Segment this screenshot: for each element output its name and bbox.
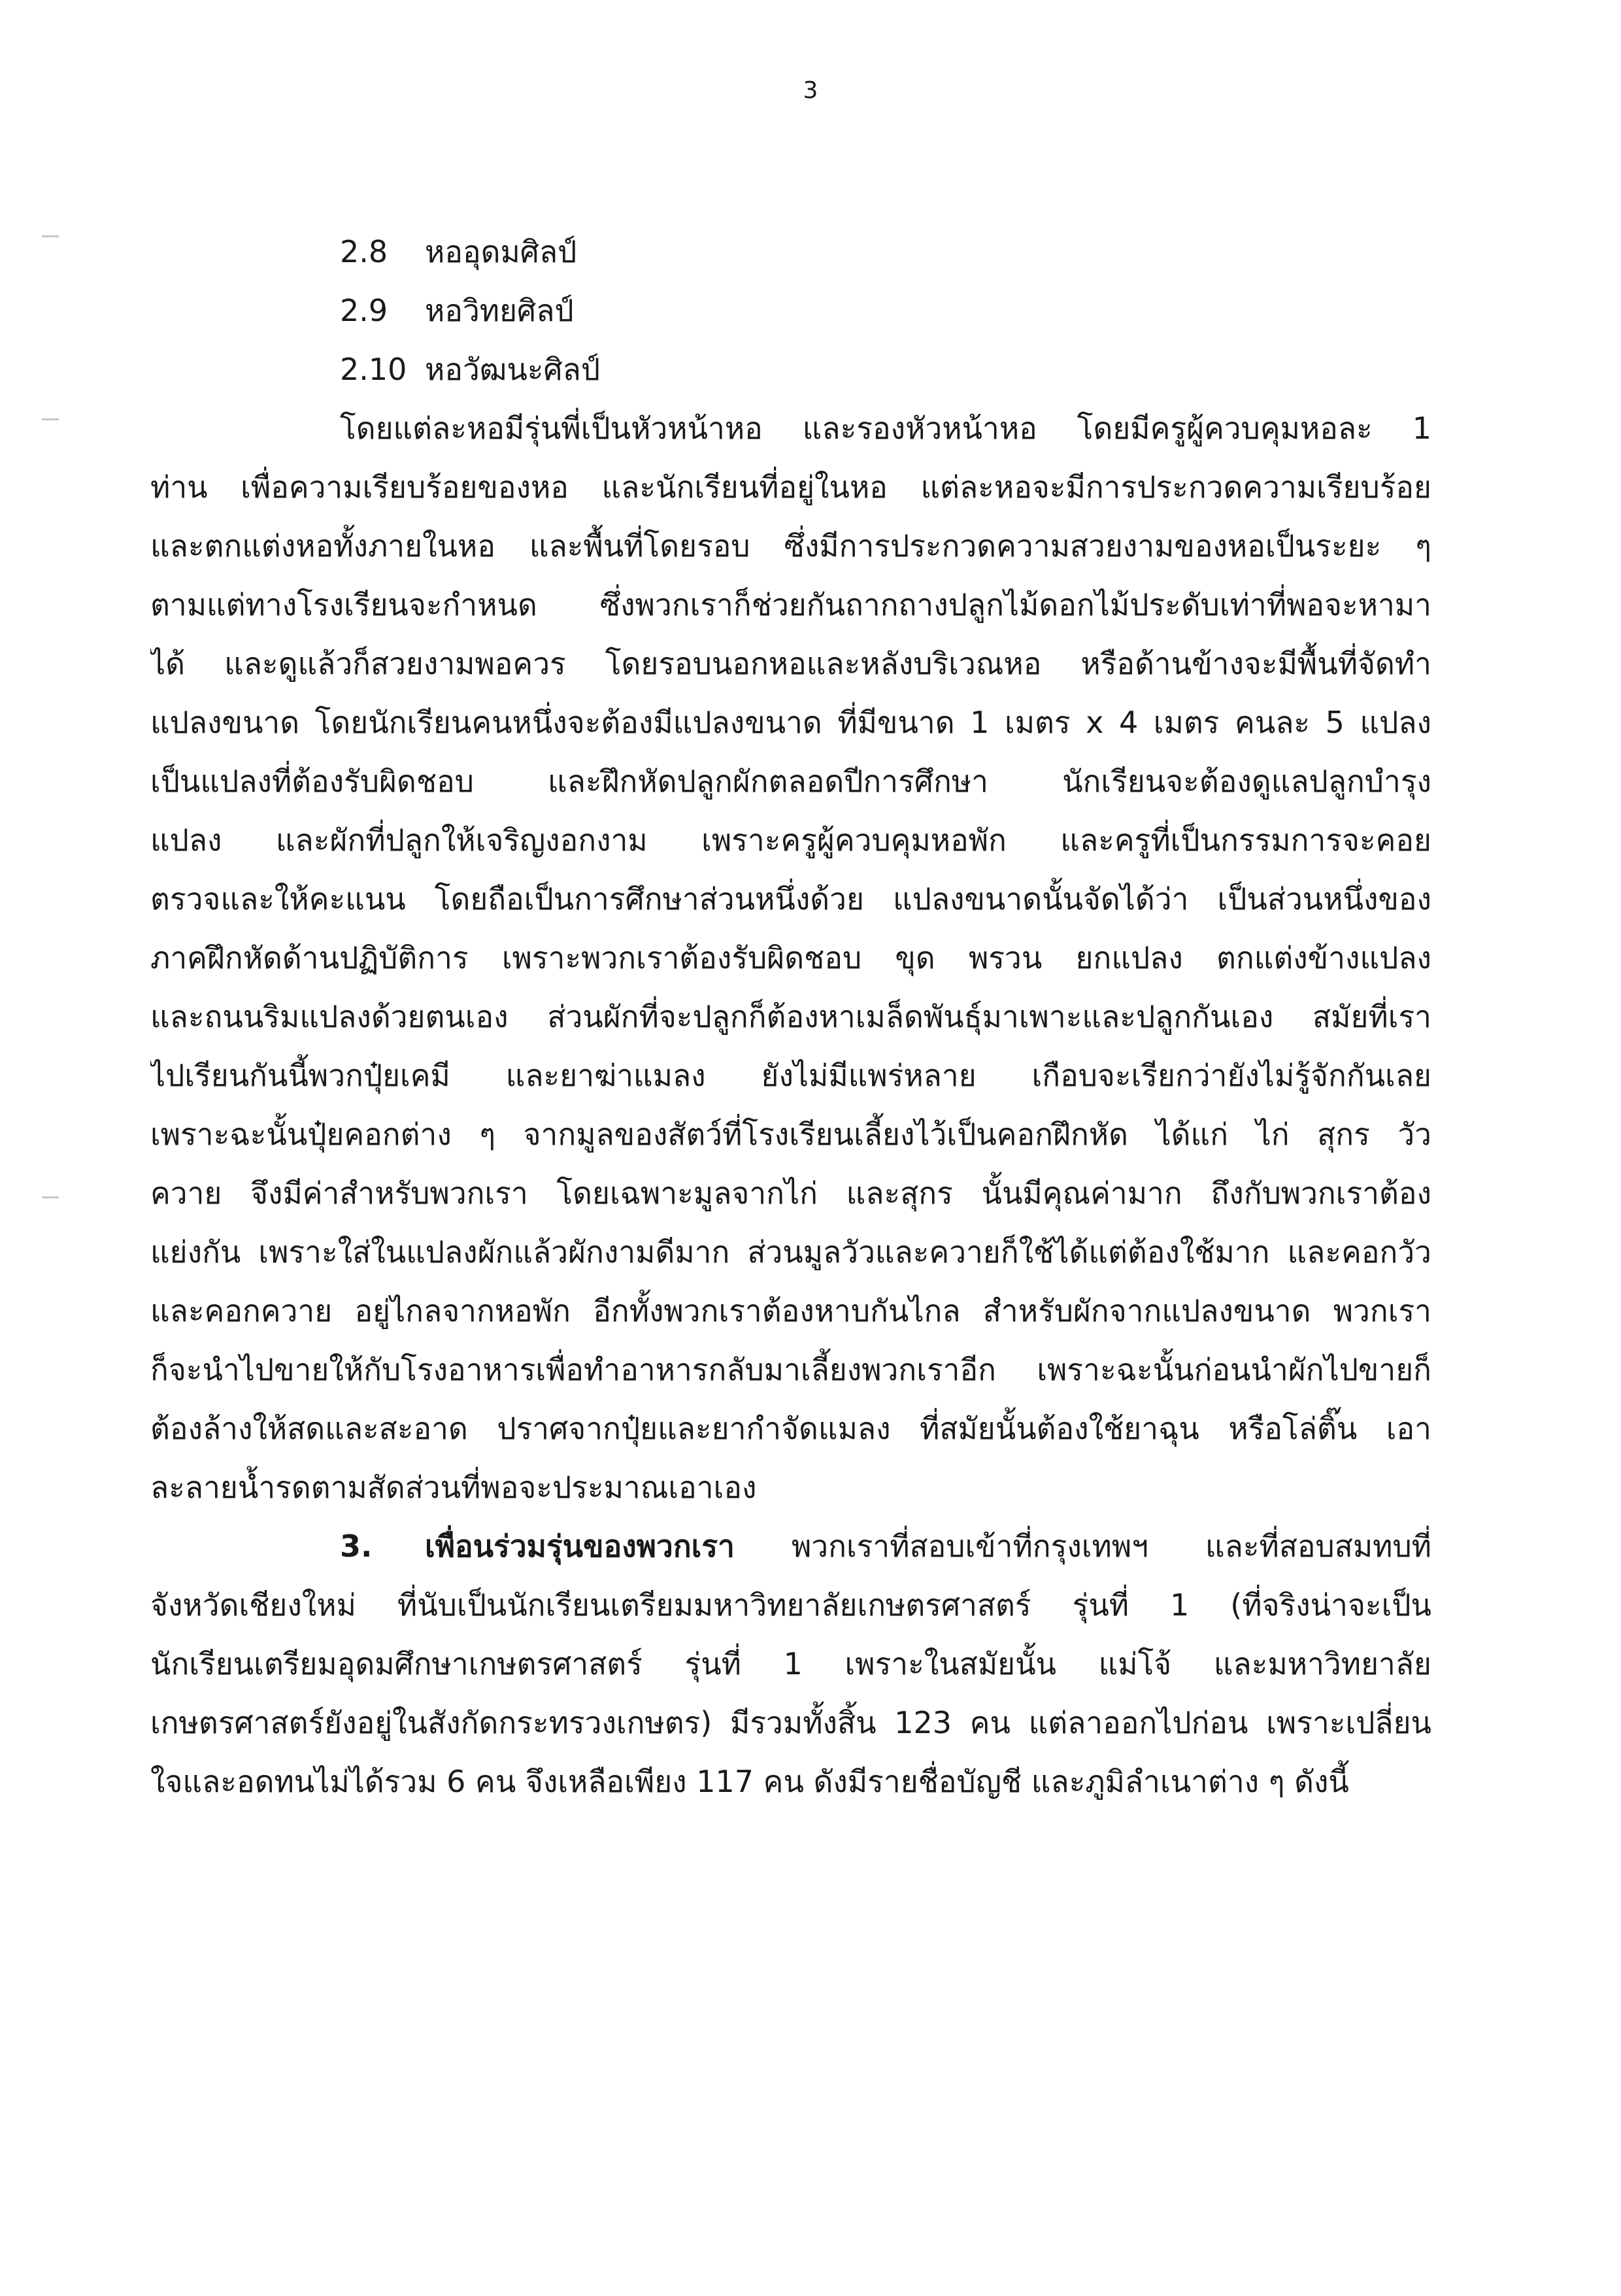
paragraph-line: แย่งกัน เพราะใส่ในแปลงผักแล้วผักงามดีมาก ส่วนมูลวัวและควายก็ใช้ได้แต่ต้องใช้มาก และคอกวัว: [150, 1234, 1431, 1270]
scan-mark: [42, 235, 59, 237]
section-3: [150, 1517, 1431, 1811]
paragraph-line: ไปเรียนกันนี้พวกปุ๋ยเคมี และยาฆ่าแมลง ยังไม่มีแพร่หลาย เกือบจะเรียกว่ายังไม่รู้จักกันเลย: [150, 1058, 1431, 1093]
paragraph-line: และตกแต่งหอทั้งภายในหอ และพื้นที่โดยรอบ ซึ่งมีการประกวดความสวยงามของหอเป็นระยะ ๆ: [150, 528, 1431, 564]
paragraph-line: และถนนริมแปลงด้วยตนเอง ส่วนผักที่จะปลูกก็ต้องหาเมล็ดพันธุ์มาเพาะและปลูกกันเอง สมัยที่เรา: [150, 999, 1431, 1034]
section-number: 3.: [340, 1528, 373, 1564]
paragraph-line: แปลงขนาด โดยนักเรียนคนหนึ่งจะต้องมีแปลงขนาด ที่มีขนาด 1 เมตร x 4 เมตร คนละ 5 แปลง: [150, 705, 1431, 740]
paragraph-line: เพราะฉะนั้นปุ๋ยคอกต่าง ๆ จากมูลของสัตว์ที่โรงเรียนเลี้ยงไว้เป็นคอกฝึกหัด ได้แก่ ไก่ สุกร วัว: [150, 1117, 1431, 1152]
paragraph-line: นักเรียนเตรียมอุดมศึกษาเกษตรศาสตร์ รุ่นที่ 1 เพราะในสมัยนั้น แม่โจ้ และมหาวิทยาลัย: [150, 1646, 1431, 1681]
section-heading-rest: พวกเราที่สอบเข้าที่กรุงเทพฯ และที่สอบสมทบที่: [791, 1528, 1431, 1564]
document-body: [150, 222, 1431, 1811]
paragraph-line: ตามแต่ทางโรงเรียนจะกำหนด ซึ่งพวกเราก็ช่วยกันถากถางปลูกไม้ดอกไม้ประดับเท่าที่พอจะหามา: [150, 587, 1431, 622]
paragraph-line: เป็นแปลงที่ต้องรับผิดชอบ และฝึกหัดปลูกผักตลอดปีการศึกษา นักเรียนจะต้องดูแลปลูกบำรุง: [150, 764, 1431, 799]
paragraph-line: ท่าน เพื่อความเรียบร้อยของหอ และนักเรียนที่อยู่ในหอ แต่ละหอจะมีการประกวดความเรียบร้อย: [150, 469, 1431, 505]
list-item: [150, 281, 1431, 340]
list-item-number: 2.9: [340, 293, 388, 328]
paragraph-line: โดยแต่ละหอมีรุ่นพี่เป็นหัวหน้าหอ และรองหัวหน้าหอ โดยมีครูผู้ควบคุมหอละ 1: [340, 411, 1431, 446]
page-number: 3: [803, 77, 818, 104]
paragraph-dormitories: [150, 399, 1431, 1517]
paragraph-line: ตรวจและให้คะแนน โดยถือเป็นการศึกษาส่วนหนึ่งด้วย แปลงขนาดนั้นจัดได้ว่า เป็นส่วนหนึ่งของ: [150, 881, 1431, 917]
list-item-text: หออุดมศิลป์: [425, 234, 577, 269]
paragraph-line: เกษตรศาสตร์ยังอยู่ในสังกัดกระทรวงเกษตร) มีรวมทั้งสิ้น 123 คน แต่ลาออกไปก่อน เพราะเปลี่ยน: [150, 1705, 1431, 1740]
list-item-text: หอวัฒนะศิลป์: [425, 352, 601, 387]
paragraph-line: ละลายน้ำรดตามสัดส่วนที่พอจะประมาณเอาเอง: [150, 1470, 757, 1505]
section-heading-line: [150, 1517, 1431, 1576]
paragraph-line: และคอกควาย อยู่ไกลจากหอพัก อีกทั้งพวกเราต้องหาบกันไกล สำหรับผักจากแปลงขนาด พวกเรา: [150, 1293, 1431, 1328]
list-item-text: หอวิทยศิลป์: [425, 293, 574, 328]
paragraph-line: ได้ และดูแล้วก็สวยงามพอควร โดยรอบนอกหอและหลังบริเวณหอ หรือด้านข้างจะมีพื้นที่จัดทำ: [150, 646, 1431, 681]
paragraph-line: จังหวัดเชียงใหม่ ที่นับเป็นนักเรียนเตรียมมหาวิทยาลัยเกษตรศาสตร์ รุ่นที่ 1 (ที่จริงน่าจะเป็น: [150, 1587, 1431, 1623]
paragraph-line: ควาย จึงมีค่าสำหรับพวกเรา โดยเฉพาะมูลจากไก่ และสุกร นั้นมีคุณค่ามาก ถึงกับพวกเราต้อง: [150, 1175, 1431, 1211]
list-item: [150, 222, 1431, 281]
scan-mark: [42, 1196, 59, 1198]
section-heading: เพื่อนร่วมรุ่นของพวกเรา: [425, 1528, 735, 1564]
paragraph-line: ภาคฝึกหัดด้านปฏิบัติการ เพราะพวกเราต้องรับผิดชอบ ขุด พรวน ยกแปลง ตกแต่งข้างแปลง: [150, 940, 1431, 975]
paragraph-line: ใจและอดทนไม่ได้รวม 6 คน จึงเหลือเพียง 117 คน ดังมีรายชื่อบัญชี และภูมิลำเนาต่าง ๆ ดังนี้: [150, 1764, 1349, 1799]
list-item: [150, 340, 1431, 399]
scan-mark: [42, 418, 59, 420]
paragraph-line: แปลง และผักที่ปลูกให้เจริญงอกงาม เพราะครูผู้ควบคุมหอพัก และครูที่เป็นกรรมการจะคอย: [150, 822, 1431, 858]
paragraph-line: ก็จะนำไปขายให้กับโรงอาหารเพื่อทำอาหารกลับมาเลี้ยงพวกเราอีก เพราะฉะนั้นก่อนนำผักไปขายก็: [150, 1352, 1431, 1387]
paragraph-line: ต้องล้างให้สดและสะอาด ปราศจากปุ๋ยและยากำจัดแมลง ที่สมัยนั้นต้องใช้ยาฉุน หรือโล่ติ๊น เอา: [150, 1411, 1431, 1446]
list-item-number: 2.10: [340, 352, 407, 387]
list-item-number: 2.8: [340, 234, 388, 269]
